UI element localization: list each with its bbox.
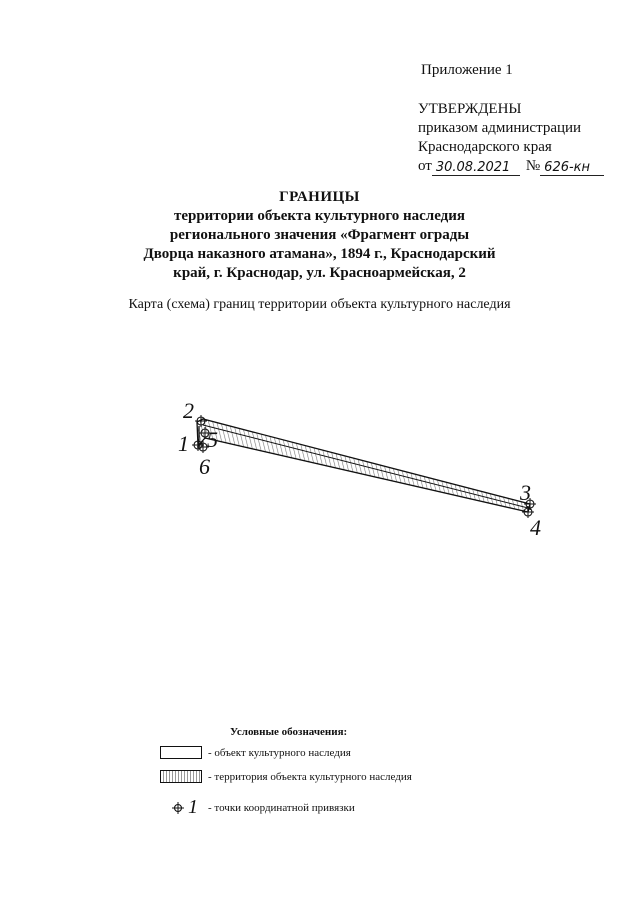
point-symbol [160, 796, 208, 819]
title-line-3: Дворца наказного атамана», 1894 г., Краснодарский [143, 246, 496, 262]
point-label-5: 5 [207, 427, 218, 452]
title-heading: ГРАНИЦЫ [279, 189, 360, 205]
order-line [418, 157, 604, 176]
legend-label-object: - объект культурного наследия [208, 746, 351, 759]
legend-label-territory: - территория объекта культурного наследия [208, 770, 412, 783]
order-date: 30.08.2021 [432, 160, 520, 176]
date-prefix: от [418, 158, 432, 174]
boundary-scheme [0, 380, 639, 550]
heritage-object-outline [203, 425, 528, 508]
legend-label-points: - точки координатной привязки [208, 801, 355, 814]
point-symbol-number: 1 [188, 796, 198, 818]
approval-block [418, 100, 604, 176]
point-label-3: 3 [520, 480, 531, 505]
territory-swatch [160, 770, 202, 783]
by-order-label: приказом администрации [418, 120, 582, 136]
point-label-4: 4 [530, 515, 541, 540]
point-label-2: 2 [183, 398, 194, 423]
crosshair-icon [170, 800, 186, 816]
number-prefix: № [525, 158, 541, 174]
point-label-1: 1 [178, 431, 189, 456]
title-line-1: территории объекта культурного наследия [173, 208, 466, 224]
document-title [0, 188, 639, 283]
region-label: Краснодарского края [418, 139, 552, 155]
title-line-2: регионального значения «Фрагмент ограды [169, 227, 470, 243]
appendix-label: Приложение 1 [421, 62, 513, 78]
legend-item-territory [160, 770, 412, 783]
order-number: 626-кн [540, 160, 604, 176]
legend-item-object [160, 746, 351, 759]
object-swatch [160, 746, 202, 759]
map-subtitle: Карта (схема) границ территории объекта культурного наследия [128, 297, 511, 312]
approved-label: УТВЕРЖДЕНЫ [418, 101, 522, 117]
point-label-6: 6 [199, 454, 210, 479]
title-line-4: край, г. Краснодар, ул. Красноармейская, 2 [173, 265, 466, 281]
legend-item-points [160, 796, 355, 819]
legend-title: Условные обозначения: [230, 726, 348, 738]
